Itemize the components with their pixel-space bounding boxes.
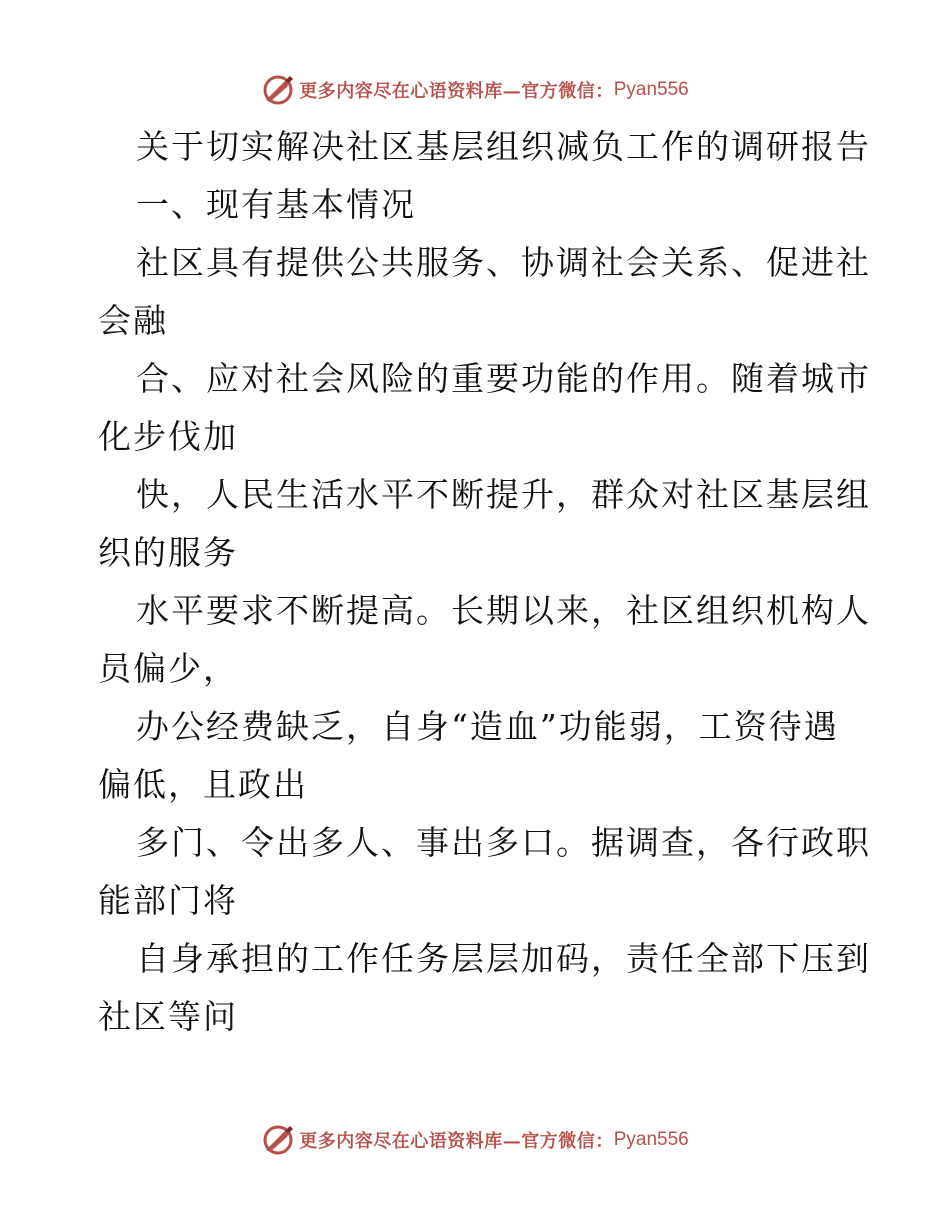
paragraph-line: 能部门将: [98, 881, 238, 920]
paragraph-line: 自身承担的工作任务层层加码，责任全部下压到: [136, 939, 871, 978]
paragraph-line: 化步伐加: [98, 417, 238, 456]
paragraph-line: 快，人民生活水平不断提升，群众对社区基层组: [136, 475, 871, 514]
paragraph-line: 员偏少，: [98, 649, 238, 688]
document-body: [98, 118, 871, 1046]
footer-banner: [0, 1120, 950, 1160]
document-title: 关于切实解决社区基层组织减负工作的调研报告: [136, 127, 871, 166]
paragraph-line: 社区具有提供公共服务、协调社会关系、促进社: [136, 243, 871, 282]
pen-circle-logo-icon: [261, 73, 295, 107]
header-banner: [0, 70, 950, 110]
banner-text: 更多内容尽在心语资料库—官方微信：: [299, 81, 614, 102]
paragraph-line: 偏低，且政出: [98, 765, 308, 804]
wechat-id: Pyan556: [613, 79, 689, 100]
paragraph-line: 办公经费缺乏，自身“造血”功能弱，工资待遇: [136, 707, 839, 746]
paragraph-line: 水平要求不断提高。长期以来，社区组织机构人: [136, 591, 871, 630]
banner-text: 更多内容尽在心语资料库—官方微信：: [299, 1131, 614, 1152]
section-heading: 一、现有基本情况: [136, 185, 416, 224]
paragraph-line: 织的服务: [98, 533, 238, 572]
pen-circle-logo-icon: [261, 1123, 295, 1157]
paragraph-line: 合、应对社会风险的重要功能的作用。随着城市: [136, 359, 871, 398]
paragraph-line: 社区等问: [98, 997, 238, 1036]
wechat-id: Pyan556: [613, 1129, 689, 1150]
paragraph-line: 会融: [98, 301, 168, 340]
paragraph-line: 多门、令出多人、事出多口。据调查，各行政职: [136, 823, 871, 862]
